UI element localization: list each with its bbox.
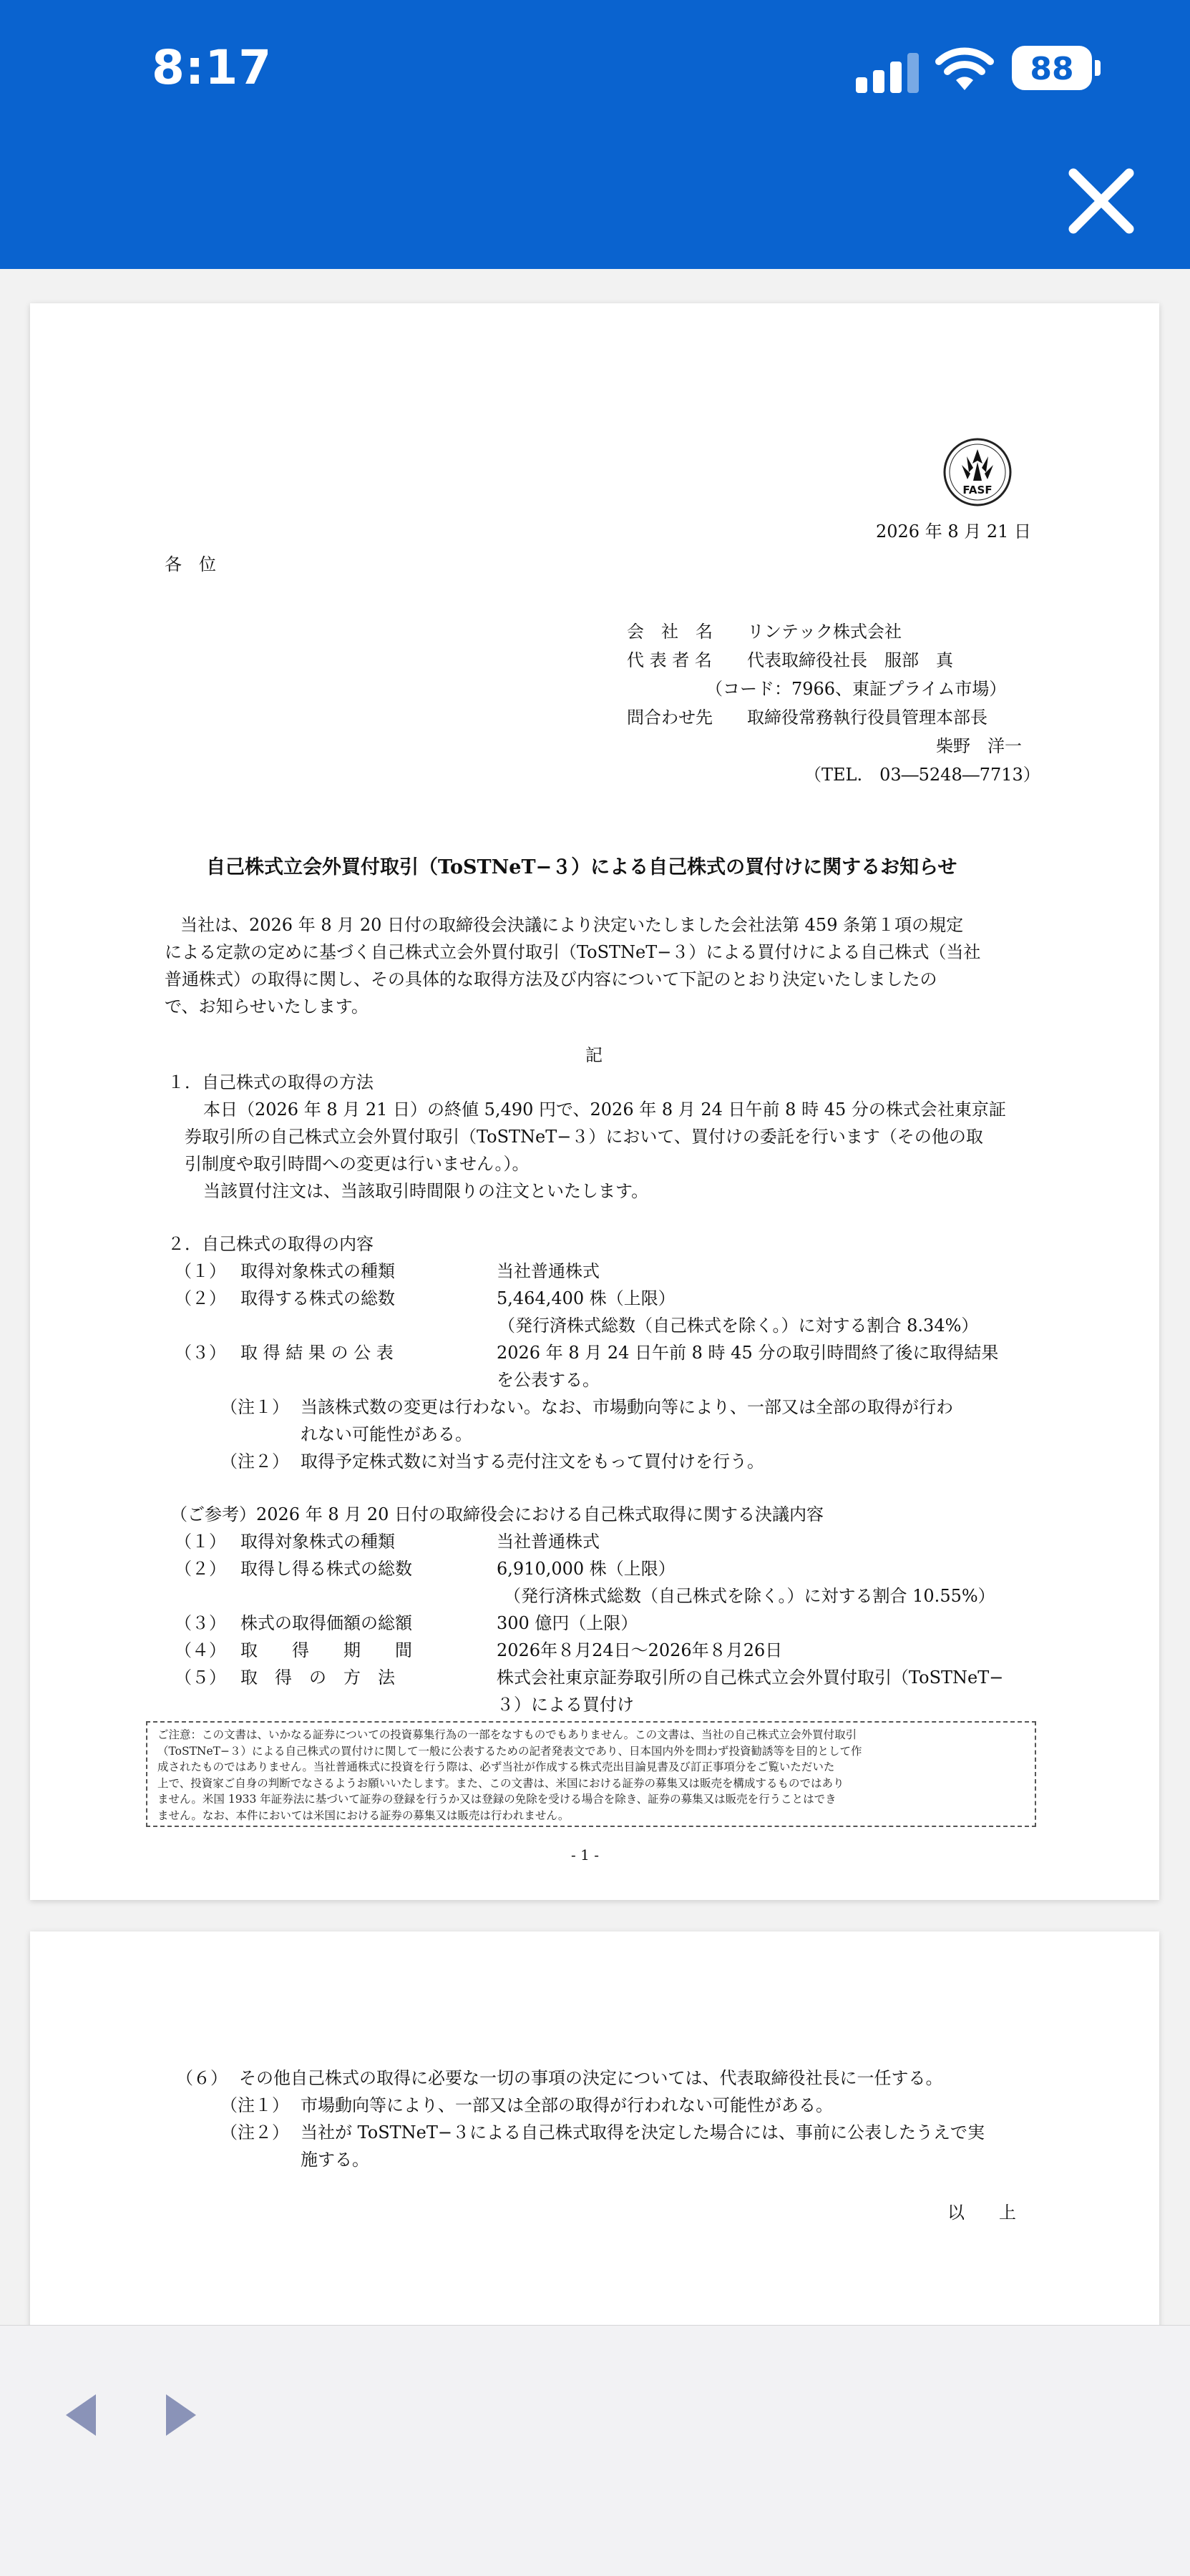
contact-name: 柴野 洋一 [936, 736, 1022, 756]
ref-item-value: 当社普通株式 [497, 1532, 600, 1552]
s2-item-label: 取得対象株式の種類 [240, 1261, 395, 1281]
notice-line: ません。なお、本件においては米国における証券の募集又は販売は行われません。 [157, 1808, 570, 1822]
intro-line: 普通株式）の取得に関し、その具体的な取得方法及び内容について下記のとおり決定いたしましたの [165, 969, 937, 989]
logo-text: FASF [962, 484, 993, 496]
company-name-value: リンテック株式会社 [747, 622, 902, 642]
contact-label: 問合わせ先 [627, 707, 713, 728]
s2-note-text: 取得予定株式数に対当する売付注文をもって買付けを行う。 [301, 1451, 764, 1471]
representative-label: 代 表 者 名 [627, 650, 712, 670]
top-app-bar [0, 0, 1190, 269]
notice-line: ません。米国 1933 年証券法に基づいて証券の登録を行うか又は登録の免除を受ける場合を除き、証券の募集又は販売を行うことはでき [157, 1793, 837, 1806]
s2-item-label: 取 得 結 果 の 公 表 [240, 1343, 394, 1363]
page2-note-text: 当社が ToSTNeT−３による自己株式取得を決定した場合には、事前に公表したうえで実 [301, 2122, 985, 2142]
s2-item-num: （２） [175, 1288, 226, 1308]
contact-value: 取締役常務執行役員管理本部長 [747, 707, 987, 728]
s2-item-value: 当社普通株式 [497, 1261, 600, 1281]
notice-line: 成されたものではありません。当社普通株式に投資を行う際は、必ず当社が作成する株式売出目論見書及び訂正事項分をご覧いただいた [157, 1760, 835, 1773]
ref-item-num: （２） [175, 1559, 226, 1579]
reference-heading: （ご参考）2026 年 8 月 20 日付の取締役会における自己株式取得に関する決議内容 [170, 1504, 824, 1524]
stock-code: （コード：7966、東証プライム市場） [706, 679, 1007, 699]
close-button[interactable] [1063, 163, 1139, 239]
page-number: - 1 - [571, 1846, 599, 1864]
s2-item-value: 2026 年 8 月 24 日午前 8 時 45 分の取引時間終了後に取得結果 [497, 1343, 999, 1363]
ref-item-label: 株式の取得価額の総額 [240, 1613, 412, 1633]
signal-icon [856, 50, 922, 93]
ref-item-num: （４） [175, 1640, 226, 1660]
wifi-icon [933, 46, 996, 93]
section2-heading: ２．自己株式の取得の内容 [167, 1234, 374, 1254]
document-page-2[interactable] [30, 1931, 1159, 2332]
prev-arrow-icon [60, 2390, 103, 2440]
addressee: 各 位 [165, 554, 216, 574]
document-date: 2026 年 8 月 21 日 [876, 521, 1032, 542]
notice-line: 上で、投資家ご自身の判断でなさるようお願いいたします。また、この文書は、米国における証券の募集又は販売を構成するものではあり [157, 1776, 844, 1790]
page2-note-label: （注２） [220, 2122, 289, 2142]
ref-item-label: 取得対象株式の種類 [240, 1532, 395, 1552]
ref-item-sub: ３）による買付け [497, 1695, 634, 1715]
notice-line: （ToSTNeT−３）による自己株式の買付けに関して一般に公表するための記者発表文であり、日本国内外を問わず投資勧誘等を目的として作 [157, 1744, 862, 1758]
ref-item-sub: （発行済株式総数（自己株式を除く。）に対する割合 10.55%） [504, 1586, 995, 1606]
s2-note-text: れない可能性がある。 [301, 1424, 472, 1444]
intro-line: で、お知らせいたします。 [165, 996, 369, 1017]
intro-line: 当社は、2026 年 8 月 20 日付の取締役会決議により決定いたしました会社法第 459 条第１項の規定 [180, 915, 964, 935]
status-time: 8:17 [152, 40, 273, 95]
s2-item-value: 5,464,400 株（上限） [497, 1288, 676, 1308]
ref-item-value: 株式会社東京証券取引所の自己株式立会外買付取引（ToSTNeT− [497, 1667, 1004, 1688]
company-name-label: 会 社 名 [627, 622, 713, 642]
page2-note-text: 市場動向等により、一部又は全部の取得が行われない可能性がある。 [301, 2095, 833, 2115]
ref-item-label: 取得し得る株式の総数 [240, 1559, 412, 1579]
s2-item-num: （３） [175, 1343, 226, 1363]
s2-note-label: （注２） [220, 1451, 289, 1471]
page2-note-text: 施する。 [301, 2150, 369, 2170]
fasf-logo [942, 436, 1013, 508]
next-arrow-icon [159, 2390, 202, 2440]
ref-item-num: （５） [175, 1667, 226, 1688]
s2-item-sub: を公表する。 [497, 1370, 600, 1390]
section1-heading: １．自己株式の取得の方法 [167, 1072, 374, 1092]
battery-level: 88 [1030, 51, 1074, 87]
notice-line: ご注意：この文書は、いかなる証券についての投資募集行為の一部をなすものでもありません。この文書は、当社の自己株式立会外買付取引 [157, 1728, 857, 1741]
ref-item-value: 2026年８月24日～2026年８月26日 [497, 1640, 783, 1660]
item6-text: その他自己株式の取得に必要な一切の事項の決定については、代表取締役社長に一任する。 [239, 2068, 943, 2088]
page2-note-label: （注１） [220, 2095, 289, 2115]
contact-tel: （TEL. 03―5248―7713） [804, 765, 1040, 785]
battery-tip [1095, 60, 1101, 76]
item6-num: （６） [176, 2068, 228, 2088]
section1-line: 当該買付注文は、当該取引時間限りの注文といたします。 [203, 1181, 649, 1201]
intro-line: による定款の定めに基づく自己株式立会外買付取引（ToSTNeT−３）による買付けによる自己株式（当社 [165, 942, 981, 962]
bottom-toolbar [0, 2325, 1190, 2576]
next-page-button[interactable] [159, 2390, 202, 2440]
ref-item-value: 300 億円（上限） [497, 1613, 638, 1633]
closing-text: 以 上 [947, 2203, 1016, 2223]
ref-item-label: 取 得 の 方 法 [240, 1667, 395, 1688]
previous-page-button[interactable] [60, 2390, 103, 2440]
ki-heading: 記 [585, 1045, 603, 1065]
close-icon [1063, 163, 1139, 239]
s2-item-label: 取得する株式の総数 [240, 1288, 395, 1308]
section1-line: 券取引所の自己株式立会外買付取引（ToSTNeT−３）において、買付けの委託を行います（その他の取 [185, 1127, 983, 1147]
ref-item-num: （３） [175, 1613, 226, 1633]
s2-note-text: 当該株式数の変更は行わない。なお、市場動向等により、一部又は全部の取得が行わ [301, 1397, 953, 1417]
ref-item-value: 6,910,000 株（上限） [497, 1559, 676, 1579]
s2-item-sub: （発行済株式総数（自己株式を除く。）に対する割合 8.34%） [498, 1316, 979, 1336]
disclaimer-notice [146, 1721, 1036, 1827]
representative-value: 代表取締役社長 服部 真 [747, 650, 953, 670]
battery-icon [1012, 46, 1092, 90]
document-title: 自己株式立会外買付取引（ToSTNeT−３）による自己株式の買付けに関するお知らせ [206, 856, 957, 878]
ref-item-num: （１） [175, 1532, 226, 1552]
s2-note-label: （注１） [220, 1397, 289, 1417]
ref-item-label: 取 得 期 間 [240, 1640, 412, 1660]
section1-line: 引制度や取引時間への変更は行いません。）。 [185, 1154, 530, 1174]
section1-line: 本日（2026 年 8 月 21 日）の終値 5,490 円で、2026 年 8 月 24 日午前 8 時 45 分の株式会社東京証 [203, 1100, 1006, 1120]
document-page-1[interactable] [30, 303, 1159, 1900]
s2-item-num: （１） [175, 1261, 226, 1281]
